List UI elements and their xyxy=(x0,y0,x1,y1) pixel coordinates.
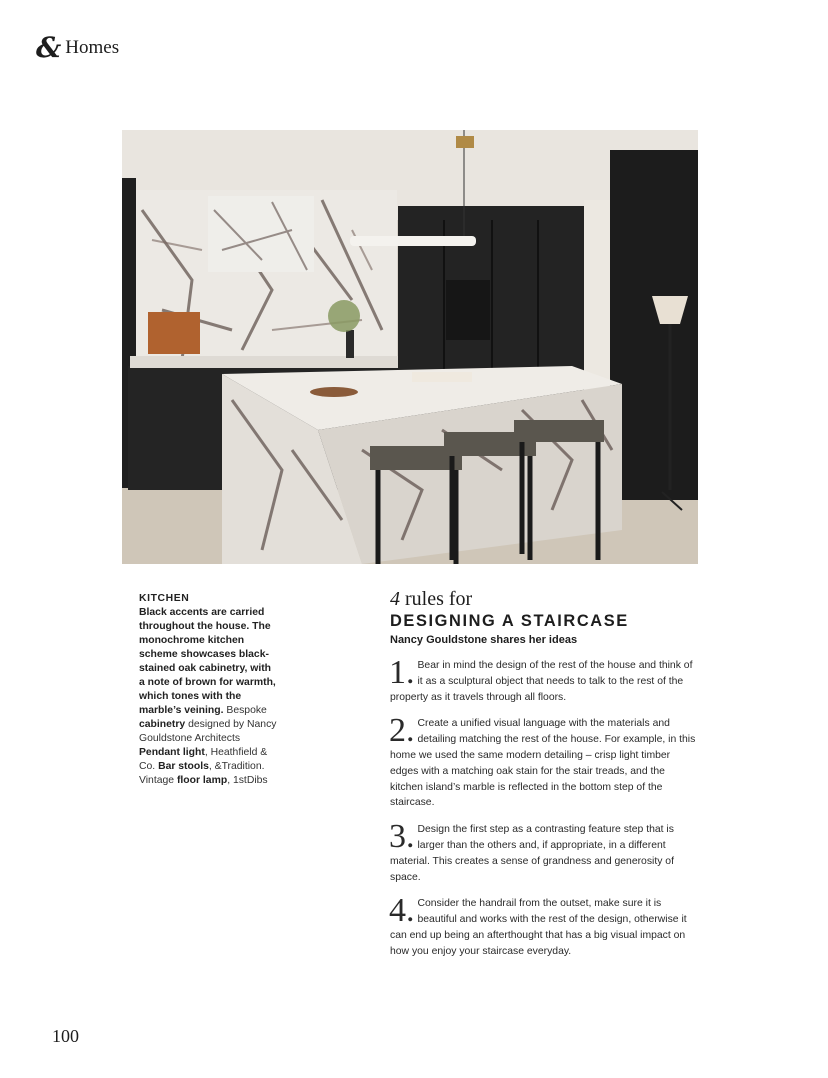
kitchen-photo xyxy=(122,130,698,564)
photo-caption xyxy=(139,592,279,788)
rule-number: 1. xyxy=(389,654,415,691)
page-number: 100 xyxy=(52,1026,79,1046)
credit-item-floor-lamp: floor lamp xyxy=(176,775,228,786)
rule-text: Consider the handrail from the outset, make sure it is beautiful and works with the rest of the design, otherwise it can end up being an afterthought that has a big visual impact on how you enjoy your staircase everyday. xyxy=(390,898,687,957)
section-title: Homes xyxy=(65,37,120,58)
caption-heading: KITCHEN xyxy=(139,593,190,604)
caption-intro: Black accents are carried throughout the house. The monochrome kitchen scheme showcases black-stained oak cabinetry, with a note of brown for warmth, which tones with the marble’s veining. xyxy=(139,607,276,716)
credit-post: , Heathfield & Co. xyxy=(139,747,268,772)
credit-pre: Vintage xyxy=(139,775,177,786)
article-kicker xyxy=(390,588,700,610)
credit-item-bar-stools: Bar stools xyxy=(158,761,209,772)
rule-text: Bear in mind the design of the rest of the house and think of it as a sculptural object that needs to talk to the rest of the property as it travels through all floors. xyxy=(390,660,693,703)
credit-post: , 1stDibs xyxy=(227,775,268,786)
rule-text: Design the first step as a contrasting feature step that is larger than the others and, if appropriate, in a different material. This creates a sense of grandness and generosity of space. xyxy=(390,824,674,883)
masthead-logo: & xyxy=(36,31,62,64)
article-title: DESIGNING A STAIRCASE xyxy=(390,612,629,630)
credit-item-pendant-light: Pendant light xyxy=(139,747,205,758)
rule-number: 2. xyxy=(389,712,415,750)
article xyxy=(390,588,700,960)
article-byline: Nancy Gouldstone shares her ideas xyxy=(390,634,578,646)
rule-4 xyxy=(389,892,700,959)
rule-3 xyxy=(389,818,700,885)
rule-number: 4. xyxy=(389,892,415,930)
rule-2 xyxy=(389,712,700,811)
caption-credits xyxy=(139,705,276,786)
masthead xyxy=(36,31,120,64)
rule-1 xyxy=(389,654,700,705)
credit-post: designed by Nancy Gouldstone Architects xyxy=(139,719,277,744)
credit-pre: Bespoke xyxy=(226,705,267,716)
kicker-text: rules for xyxy=(400,588,473,610)
rule-text: Create a unified visual language with the materials and detailing matching the rest of the house. For example, in this home we used the same modern detailing – crisp light timber edges with a matching oak stain for the stair treads, and the kitchen island’s marble is reflected in the bottom step of the staircase. xyxy=(390,718,696,809)
kicker-number: 4 xyxy=(390,588,400,610)
rule-number: 3. xyxy=(389,818,415,856)
credit-post: , &Tradition. xyxy=(208,761,265,772)
credit-item-cabinetry: cabinetry xyxy=(139,719,186,730)
